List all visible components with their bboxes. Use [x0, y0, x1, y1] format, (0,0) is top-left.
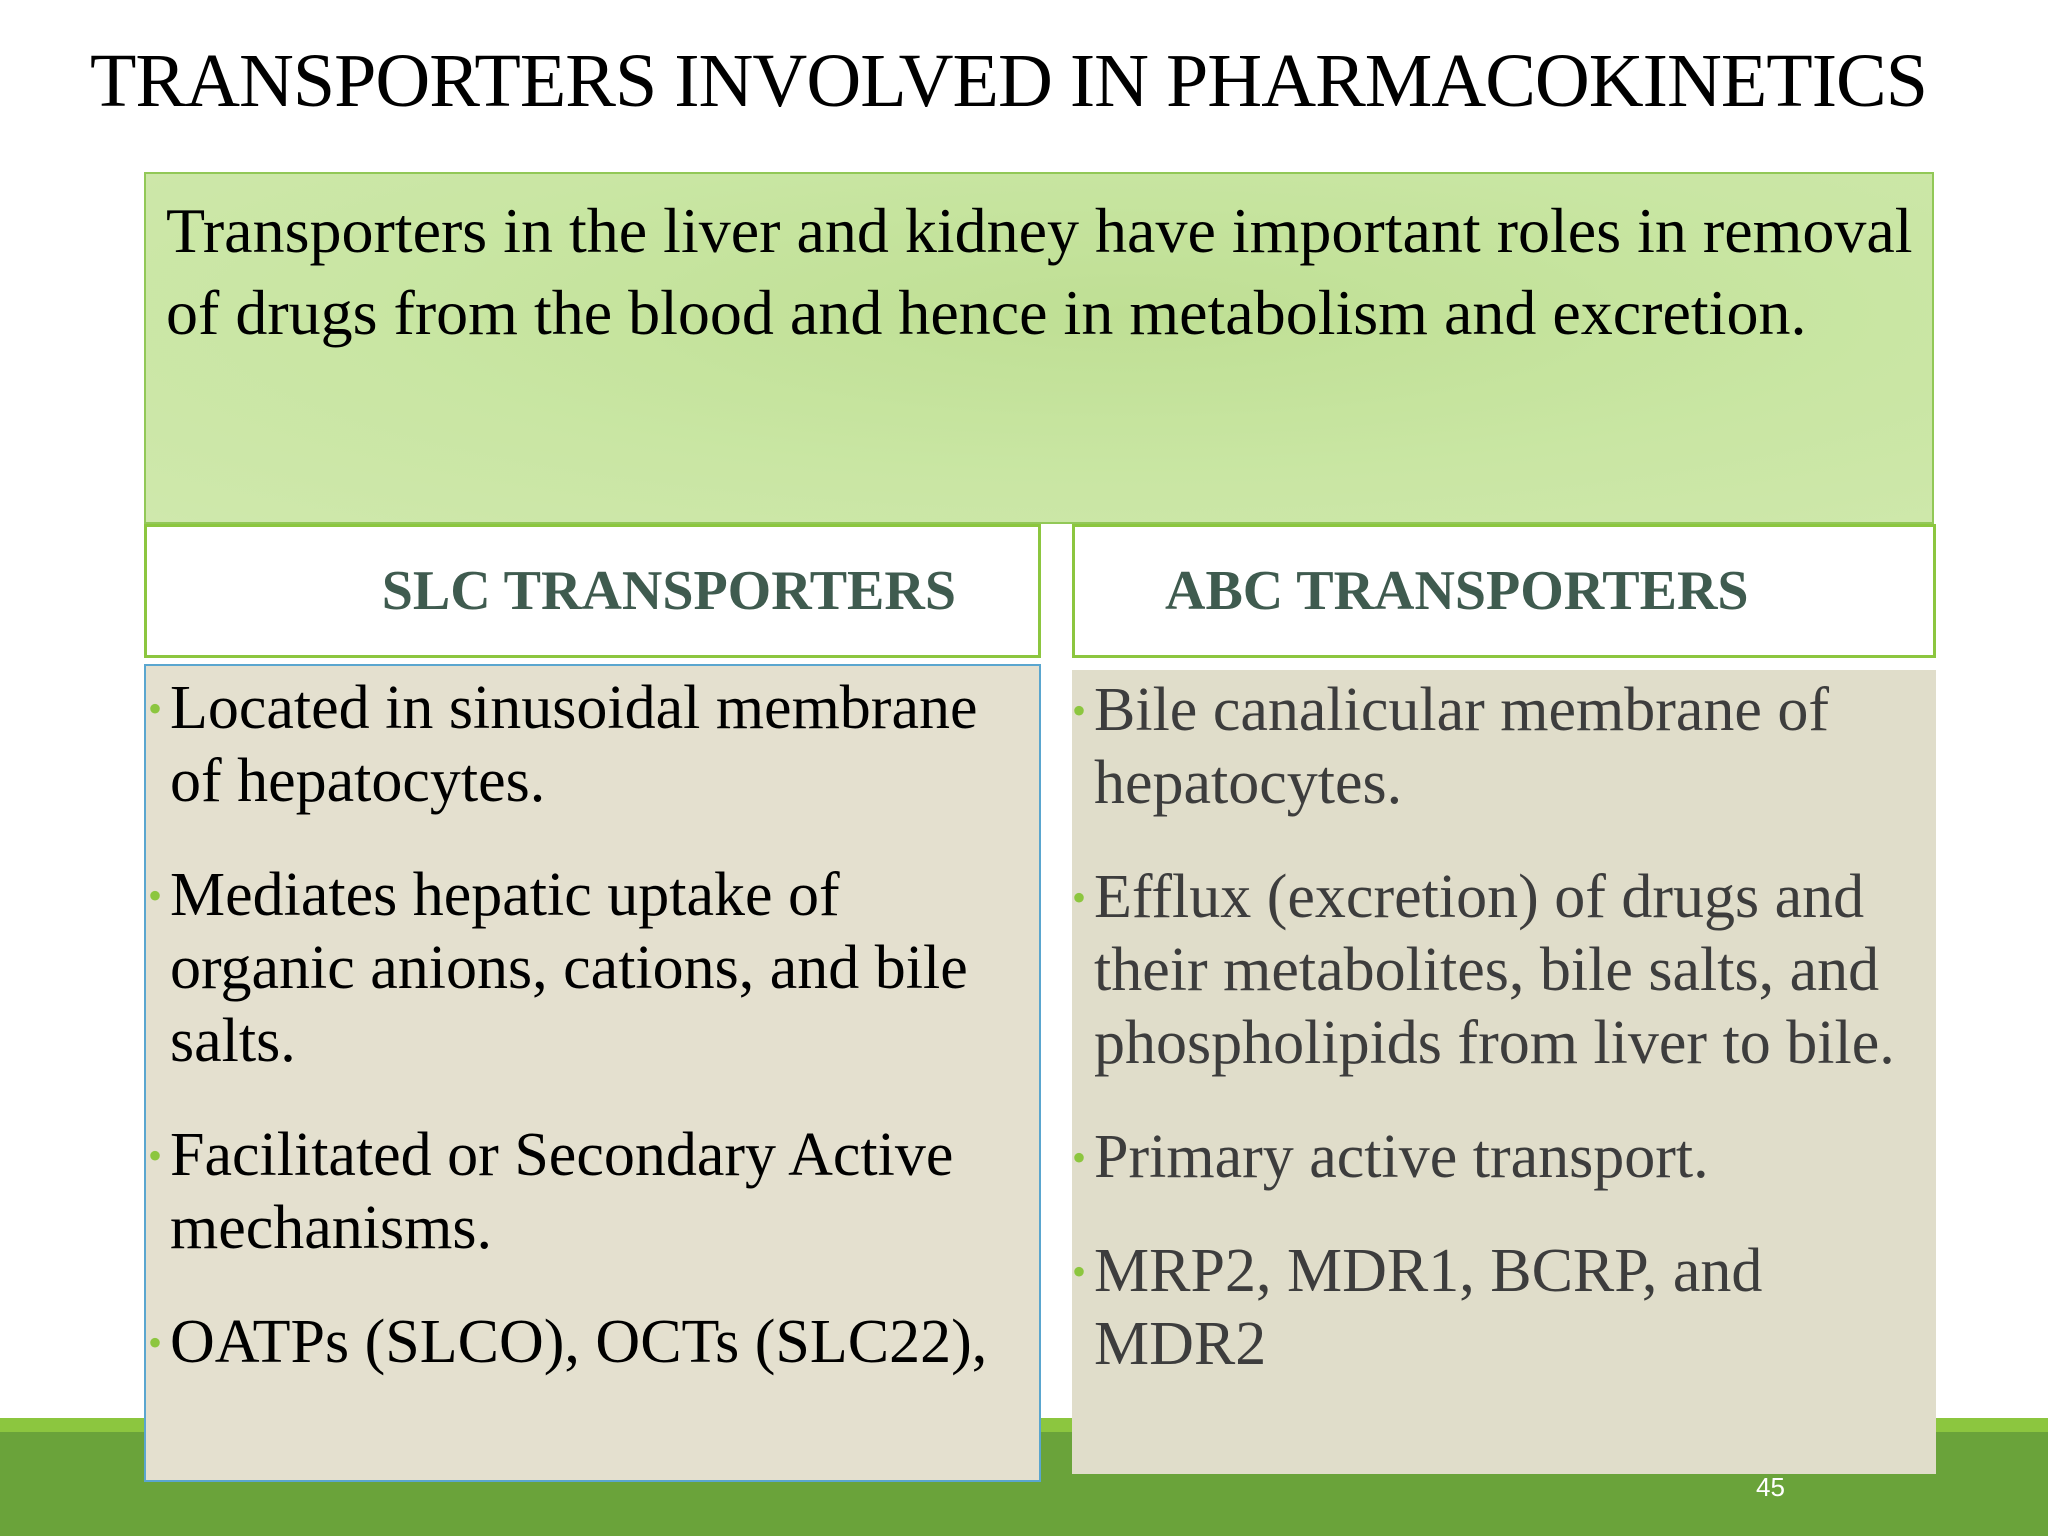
page-number: 45	[1756, 1472, 1785, 1502]
slc-column	[144, 664, 1041, 1482]
list-item	[148, 1119, 1038, 1265]
list-item	[1072, 674, 1932, 820]
intro-text: Transporters in the liver and kidney have important roles in removal of drugs from the blood and hence in metabolism and excretion.	[166, 195, 1913, 348]
slc-heading: SLC TRANSPORTERS	[381, 560, 956, 622]
list-item	[1072, 861, 1932, 1080]
abc-heading: ABC TRANSPORTERS	[1165, 560, 1749, 622]
abc-heading-box	[1072, 524, 1936, 658]
bullet-dot-icon: •	[148, 686, 163, 731]
list-item	[148, 859, 1038, 1078]
abc-item-text: Efflux (excretion) of drugs and their metabolites, bile salts, and phospholipids from liver to bile.	[1094, 863, 1895, 1077]
list-item	[148, 672, 1038, 818]
bullet-dot-icon: •	[148, 1320, 163, 1365]
abc-bullet-list	[1072, 674, 1932, 1422]
intro-box	[144, 172, 1934, 524]
slc-item-text: Mediates hepatic uptake of organic anions, cations, and bile salts.	[170, 861, 968, 1075]
slc-item-text: OATPs (SLCO), OCTs (SLC22),	[170, 1308, 988, 1376]
abc-item-text: Primary active transport.	[1094, 1123, 1709, 1191]
bullet-dot-icon: •	[1072, 875, 1087, 920]
slc-item-text: Facilitated or Secondary Active mechanisms.	[170, 1121, 954, 1262]
bullet-dot-icon: •	[148, 1133, 163, 1178]
abc-item-text: MRP2, MDR1, BCRP, and MDR2	[1094, 1237, 1763, 1378]
bullet-dot-icon: •	[1072, 1249, 1087, 1294]
abc-item-text: Bile canalicular membrane of hepatocytes.	[1094, 676, 1830, 817]
slide-title: TRANSPORTERS INVOLVED IN PHARMACOKINETICS	[90, 39, 1927, 123]
bullet-dot-icon: •	[1072, 1135, 1087, 1180]
list-item	[1072, 1121, 1932, 1194]
bullet-dot-icon: •	[1072, 688, 1087, 733]
list-item	[148, 1306, 1038, 1379]
slc-heading-box	[144, 524, 1041, 658]
bullet-dot-icon: •	[148, 873, 163, 918]
list-item	[1072, 1235, 1932, 1381]
abc-column	[1072, 670, 1936, 1474]
slc-item-text: Located in sinusoidal membrane of hepatocytes.	[170, 674, 978, 815]
slc-bullet-list	[148, 672, 1038, 1420]
